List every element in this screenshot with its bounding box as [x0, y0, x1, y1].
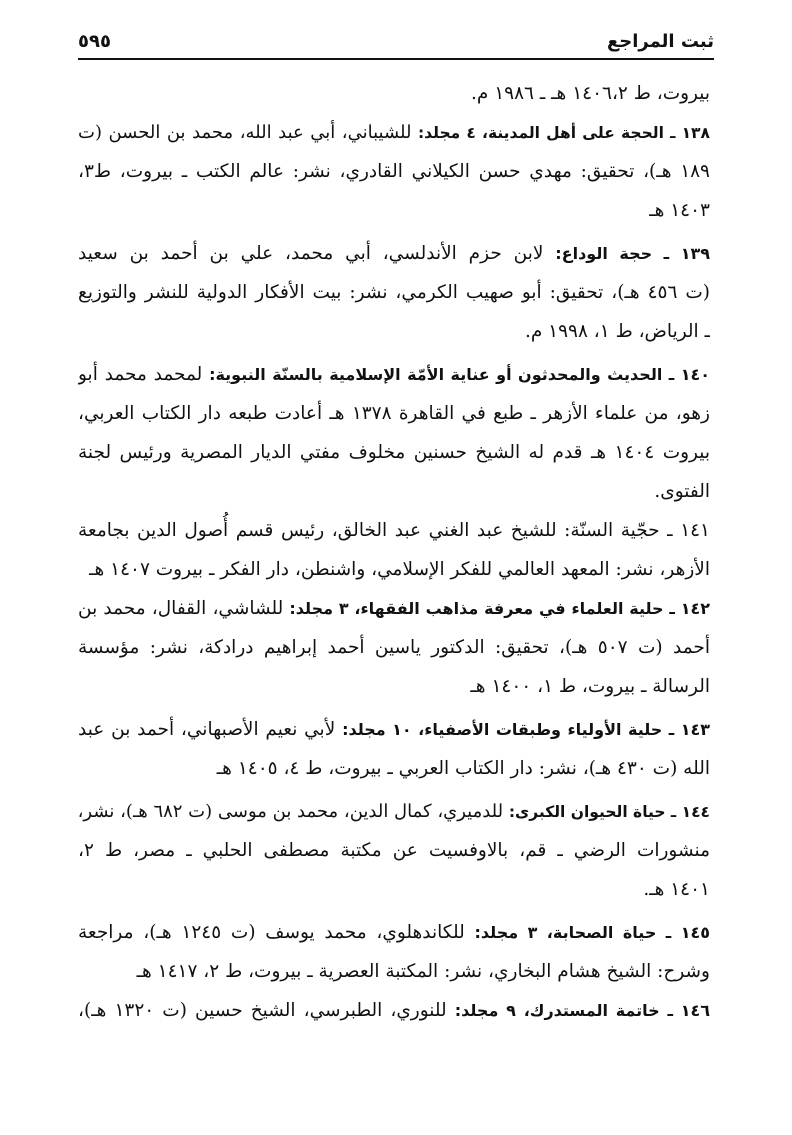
text-line: [78, 831, 710, 870]
text-line: [78, 472, 710, 511]
text-line: [78, 273, 710, 312]
entry-text: الأزهر، نشر: المعهد العالمي للفكر الإسلامي، واشنطن، دار الفكر ـ بيروت ١٤٠٧ هـ: [89, 559, 710, 580]
entry-title: ١٤٣ ـ حلية الأولياء وطبقات الأصفياء، ١٠ مجلد:: [342, 720, 710, 739]
text-line: [78, 991, 710, 1030]
text-line: [78, 433, 710, 472]
entry-title: ١٣٨ ـ الحجة على أهل المدينة، ٤ مجلد:: [417, 124, 710, 142]
entry-text: للشاشي، القفال، محمد بن: [78, 598, 290, 619]
entry-text: بيروت، ط ١٤٠٦،٢ هـ ـ ١٩٨٦ م.: [470, 83, 710, 104]
text-line: [78, 152, 710, 191]
entry-text: أحمد (ت ٥٠٧ هـ)، تحقيق: الدكتور ياسين أحمد إبراهيم درادكة، نشر: مؤسسة: [78, 637, 710, 658]
text-line: [78, 550, 710, 589]
entry-text: وشرح: الشيخ هشام البخاري، نشر: المكتبة العصرية ـ بيروت، ط ٢، ١٤١٧ هـ: [136, 961, 710, 982]
entry-text: الفتوى.: [654, 481, 710, 502]
text-line: [78, 870, 710, 909]
text-line: [78, 749, 710, 788]
entry-text: منشورات الرضي ـ قم، بالاوفسيت عن مكتبة مصطفى الحلبي ـ مصر، ط ٢،: [78, 840, 710, 861]
text-line: [78, 511, 710, 550]
entry-text: ١٤٠٣ هـ: [649, 200, 710, 221]
entry-text: لمحمد محمد أبو: [78, 364, 210, 385]
text-line: [78, 312, 710, 351]
entry-text: الله (ت ٤٣٠ هـ)، نشر: دار الكتاب العربي ـ بيروت، ط ٤، ١٤٠٥ هـ: [216, 758, 710, 779]
entry-text: ـ الرياض، ط ١، ١٩٩٨ م.: [524, 321, 710, 342]
entry-text: ١٨٩ هـ)، تحقيق: مهدي حسن الكيلاني القادري، نشر: عالم الكتب ـ بيروت، ط٣،: [78, 161, 710, 182]
text-line: [78, 952, 710, 991]
page-number: ٥٩٥: [78, 31, 111, 52]
entry-title: ١٣٩ ـ حجة الوداع:: [555, 244, 710, 263]
page-header-title: ثبت المراجع: [606, 31, 714, 52]
entry-text: لأبي نعيم الأصبهاني، أحمد بن عبد: [78, 719, 343, 740]
entry-text: للشيباني، أبي عبد الله، محمد بن الحسن (ت: [78, 122, 418, 143]
text-line: [78, 628, 710, 667]
text-line: [78, 191, 710, 230]
running-header: [78, 28, 714, 60]
entry-title: ١٤٦ ـ خاتمة المستدرك، ٩ مجلد:: [454, 1001, 710, 1020]
text-line: [78, 355, 710, 394]
entry-text: الرسالة ـ بيروت، ط ١، ١٤٠٠ هـ: [470, 676, 710, 697]
entry-text: للكاندهلوي، محمد يوسف (ت ١٢٤٥ هـ)، مراجعة: [78, 922, 475, 943]
entry-text: بيروت ١٤٠٤ هـ قدم له الشيخ حسنين مخلوف مفتي الديار المصرية ورئيس لجنة: [78, 442, 710, 463]
entry-text: ١٤١ ـ حجّية السنّة: للشيخ عبد الغني عبد الخالق، رئيس قسم أُصول الدين بجامعة: [78, 520, 710, 541]
text-line: [78, 74, 710, 113]
bibliography-text: [78, 74, 710, 1030]
entry-title: ١٤٢ ـ حلية العلماء في معرفة مذاهب الفقهاء، ٣ مجلد:: [289, 599, 710, 618]
entry-text: ١٤٠١ هـ.: [643, 879, 710, 900]
text-line: [78, 589, 710, 628]
text-line: [78, 792, 710, 831]
entry-title: ١٤٠ ـ الحديث والمحدثون أو عناية الأمّة الإسلامية بالسنّة النبوية:: [209, 365, 710, 384]
text-line: [78, 667, 710, 706]
entry-title: ١٤٤ ـ حياة الحيوان الكبرى:: [508, 803, 710, 821]
text-line: [78, 710, 710, 749]
entry-text: للدميري، كمال الدين، محمد بن موسى (ت ٦٨٢ هـ)، نشر،: [78, 801, 509, 822]
text-line: [78, 394, 710, 433]
entry-text: (ت ٤٥٦ هـ)، تحقيق: أبو صهيب الكرمي، نشر: بيت الأفكار الدولية للنشر والتوزيع: [78, 282, 710, 303]
text-line: [78, 913, 710, 952]
entry-text: لابن حزم الأندلسي، أبي محمد، علي بن أحمد بن سعيد: [78, 243, 556, 264]
entry-text: للنوري، الطبرسي، الشيخ حسين (ت ١٣٢٠ هـ)،: [78, 1000, 455, 1021]
text-line: [78, 113, 710, 152]
text-line: [78, 234, 710, 273]
entry-title: ١٤٥ ـ حياة الصحابة، ٣ مجلد:: [474, 923, 710, 942]
entry-text: زهو، من علماء الأزهر ـ طبع في القاهرة ١٣٧٨ هـ أعادت طبعه دار الكتاب العربي،: [78, 403, 710, 424]
